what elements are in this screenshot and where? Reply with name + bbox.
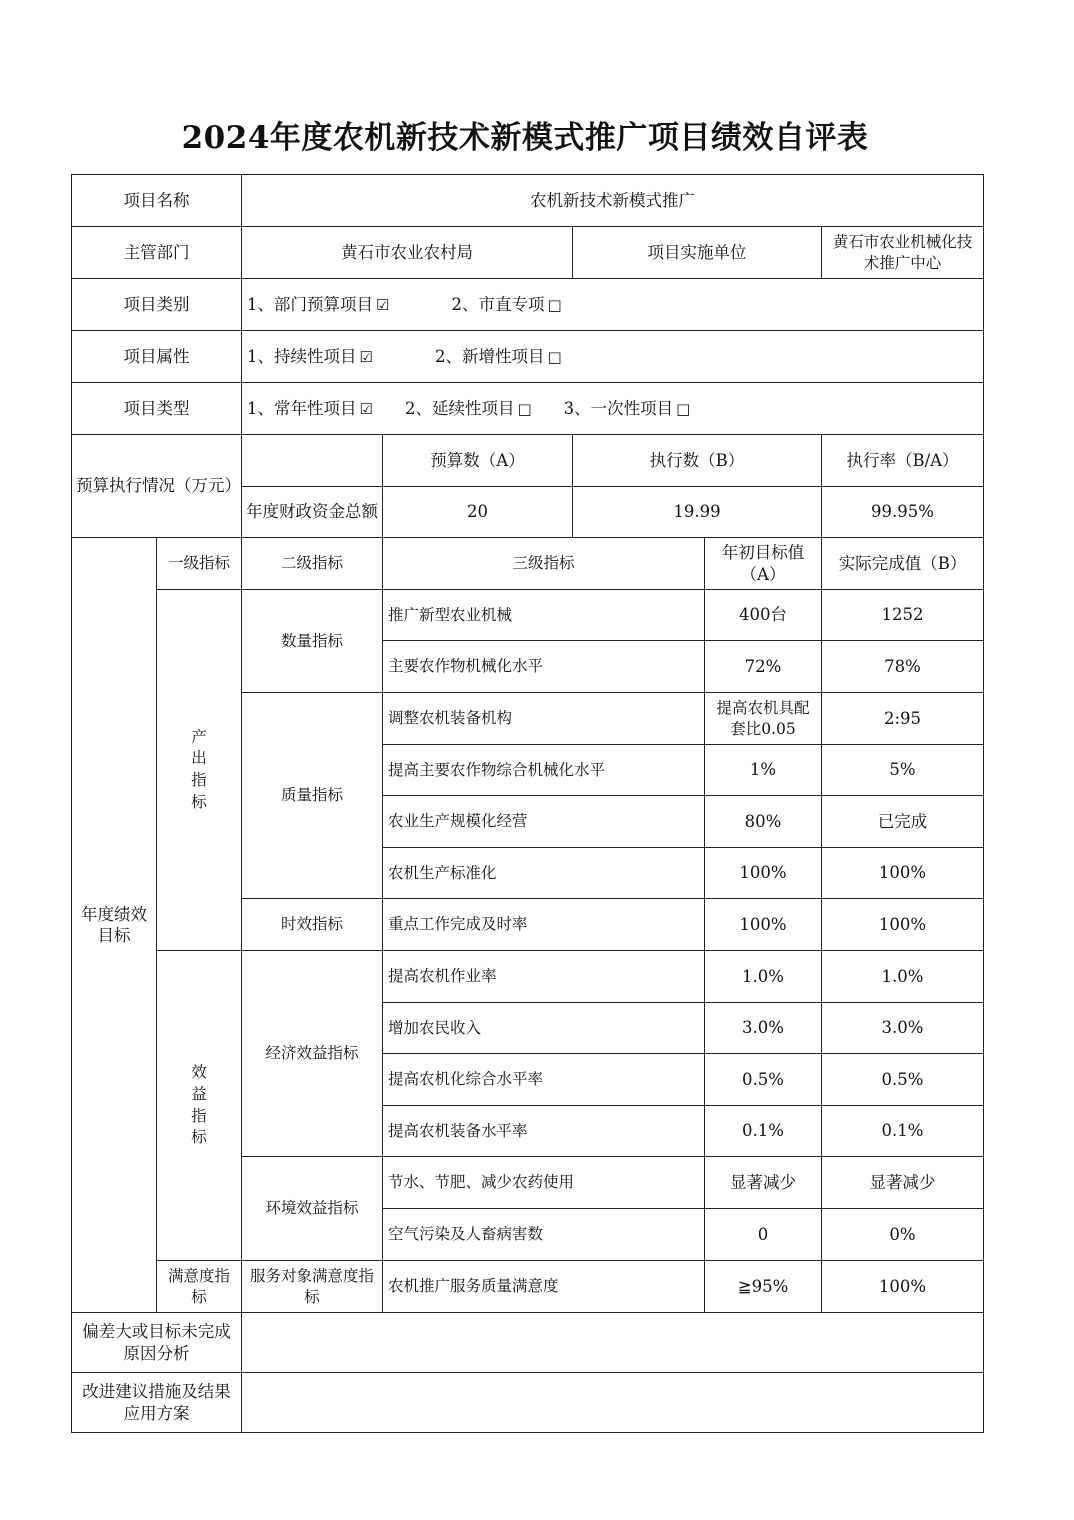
header-level3: 三级指标 xyxy=(383,538,705,590)
category-label: 项目类别 xyxy=(72,279,242,331)
type-label: 项目类型 xyxy=(72,383,242,435)
target-value: 提高农机具配套比0.05 xyxy=(705,693,822,745)
checkbox-empty-icon[interactable]: □ xyxy=(547,347,562,366)
budget-empty-header xyxy=(242,435,383,487)
target-value: 0.1% xyxy=(705,1106,822,1157)
row-department xyxy=(72,227,984,279)
output-indicator-cell xyxy=(157,590,242,951)
table-row xyxy=(72,1261,984,1313)
target-value: 100% xyxy=(705,848,822,899)
type-options xyxy=(242,383,984,435)
row-improvement xyxy=(72,1373,984,1433)
checkbox-empty-icon[interactable]: □ xyxy=(517,399,532,418)
indicator-name: 调整农机装备机构 xyxy=(383,693,705,745)
budget-col-b: 执行数（B） xyxy=(573,435,822,487)
budget-col-rate: 执行率（B/A） xyxy=(822,435,984,487)
actual-value: 2:95 xyxy=(822,693,984,745)
target-value: 0.5% xyxy=(705,1054,822,1106)
dept-label: 主管部门 xyxy=(72,227,242,279)
indicator-name: 推广新型农业机械 xyxy=(383,590,705,641)
row-budget-header xyxy=(72,435,984,487)
improvement-value[interactable] xyxy=(242,1373,984,1433)
attribute-opt1: 1、持续性项目 xyxy=(247,346,357,366)
category-options xyxy=(242,279,984,331)
actual-value: 1.0% xyxy=(822,951,984,1003)
actual-value: 0.5% xyxy=(822,1054,984,1106)
impl-value: 黄石市农业机械化技术推广中心 xyxy=(822,227,984,279)
indicator-name: 农机生产标准化 xyxy=(383,848,705,899)
header-level1: 一级指标 xyxy=(157,538,242,590)
target-value: 80% xyxy=(705,796,822,848)
service-satisfaction-indicator: 服务对象满意度指标 xyxy=(242,1261,383,1313)
checkbox-empty-icon[interactable]: □ xyxy=(676,399,691,418)
indicator-name: 重点工作完成及时率 xyxy=(383,899,705,951)
type-opt2: 2、延续性项目 xyxy=(404,398,515,418)
indicator-name: 空气污染及人畜病害数 xyxy=(383,1209,705,1261)
time-indicator: 时效指标 xyxy=(242,899,383,951)
checkbox-checked-icon[interactable]: ☑ xyxy=(359,347,373,366)
row-project-name xyxy=(72,175,984,227)
indicator-name: 增加农民收入 xyxy=(383,1003,705,1054)
goals-label: 年度绩效目标 xyxy=(72,538,157,1313)
row-deviation xyxy=(72,1313,984,1373)
actual-value: 5% xyxy=(822,745,984,796)
target-value: 1.0% xyxy=(705,951,822,1003)
target-value: 400台 xyxy=(705,590,822,641)
benefit-indicator-label: 效益指标 xyxy=(191,1063,207,1147)
target-value: 72% xyxy=(705,641,822,693)
budget-row-label: 年度财政资金总额 xyxy=(242,487,383,538)
project-name-value: 农机新技术新模式推广 xyxy=(242,175,984,227)
row-goals-header xyxy=(72,538,984,590)
target-value: 3.0% xyxy=(705,1003,822,1054)
header-target: 年初目标值（A） xyxy=(705,538,822,590)
quality-indicator: 质量指标 xyxy=(242,693,383,899)
checkbox-empty-icon[interactable]: □ xyxy=(547,295,562,314)
target-value: ≧95% xyxy=(705,1261,822,1313)
indicator-name: 提高农机装备水平率 xyxy=(383,1106,705,1157)
economic-indicator: 经济效益指标 xyxy=(242,951,383,1157)
row-attribute xyxy=(72,331,984,383)
target-value: 0 xyxy=(705,1209,822,1261)
page-title: 2024年度农机新技术新模式推广项目绩效自评表 xyxy=(181,120,869,156)
budget-a: 20 xyxy=(383,487,573,538)
improvement-label: 改进建议措施及结果应用方案 xyxy=(72,1373,242,1433)
table-row xyxy=(72,590,984,641)
attribute-opt2: 2、新增性项目 xyxy=(434,346,545,366)
indicator-name: 提高农机作业率 xyxy=(383,951,705,1003)
target-value: 显著减少 xyxy=(705,1157,822,1209)
actual-value: 显著减少 xyxy=(822,1157,984,1209)
deviation-label: 偏差大或目标未完成原因分析 xyxy=(72,1313,242,1373)
budget-rate: 99.95% xyxy=(822,487,984,538)
actual-value: 0.1% xyxy=(822,1106,984,1157)
budget-b: 19.99 xyxy=(573,487,822,538)
budget-col-a: 预算数（A） xyxy=(383,435,573,487)
budget-label: 预算执行情况（万元） xyxy=(72,435,242,538)
header-actual: 实际完成值（B） xyxy=(822,538,984,590)
category-opt1: 1、部门预算项目 xyxy=(247,294,373,314)
row-type xyxy=(72,383,984,435)
indicator-name: 提高农机化综合水平率 xyxy=(383,1054,705,1106)
header-level2: 二级指标 xyxy=(242,538,383,590)
actual-value: 0% xyxy=(822,1209,984,1261)
checkbox-checked-icon[interactable]: ☑ xyxy=(359,399,373,418)
satisfaction-indicator: 满意度指标 xyxy=(157,1261,242,1313)
benefit-indicator-cell xyxy=(157,951,242,1261)
quantity-indicator: 数量指标 xyxy=(242,590,383,693)
target-value: 1% xyxy=(705,745,822,796)
target-value: 100% xyxy=(705,899,822,951)
attribute-options xyxy=(242,331,984,383)
actual-value: 78% xyxy=(822,641,984,693)
checkbox-checked-icon[interactable]: ☑ xyxy=(376,295,390,314)
evaluation-table xyxy=(71,174,984,1433)
type-opt3: 3、一次性项目 xyxy=(563,398,674,418)
impl-label: 项目实施单位 xyxy=(573,227,822,279)
indicator-name: 节水、节肥、减少农药使用 xyxy=(383,1157,705,1209)
environment-indicator: 环境效益指标 xyxy=(242,1157,383,1261)
indicator-name: 农机推广服务质量满意度 xyxy=(383,1261,705,1313)
actual-value: 已完成 xyxy=(822,796,984,848)
actual-value: 3.0% xyxy=(822,1003,984,1054)
table-row xyxy=(72,951,984,1003)
dept-value: 黄石市农业农村局 xyxy=(242,227,573,279)
category-opt2: 2、市直专项 xyxy=(451,294,545,314)
output-indicator-label: 产出指标 xyxy=(191,727,207,811)
actual-value: 100% xyxy=(822,1261,984,1313)
actual-value: 100% xyxy=(822,899,984,951)
actual-value: 1252 xyxy=(822,590,984,641)
indicator-name: 主要农作物机械化水平 xyxy=(383,641,705,693)
type-opt1: 1、常年性项目 xyxy=(247,398,357,418)
row-category xyxy=(72,279,984,331)
actual-value: 100% xyxy=(822,848,984,899)
indicator-name: 提高主要农作物综合机械化水平 xyxy=(383,745,705,796)
deviation-value[interactable] xyxy=(242,1313,984,1373)
project-name-label: 项目名称 xyxy=(72,175,242,227)
indicator-name: 农业生产规模化经营 xyxy=(383,796,705,848)
attribute-label: 项目属性 xyxy=(72,331,242,383)
